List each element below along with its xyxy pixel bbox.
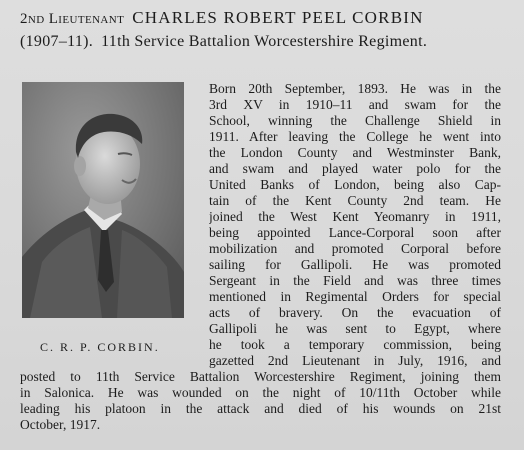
portrait-caption: C. R. P. CORBIN. <box>40 340 160 354</box>
unit-name: 11th Service Battalion Worcestershire Regiment. <box>101 33 428 50</box>
bio-line: 1911. After leaving the College he went into <box>209 129 501 144</box>
bio-line: leading his platoon in the attack and died of his wounds on 21st <box>20 401 501 416</box>
bio-line: mentioned in Regimental Orders for special <box>209 289 501 304</box>
bio-line: School, winning the Challenge Shield in <box>209 113 501 128</box>
portrait-photo <box>22 82 184 318</box>
bio-line: October, 1917. <box>20 417 101 432</box>
bio-line: tain of the Kent County 2nd team. He <box>209 193 501 208</box>
bio-line: being appointed Lance-Corporal soon after <box>209 225 501 240</box>
bio-line: mobilization and promoted Corporal before <box>209 241 501 256</box>
bio-line: sailing for Gallipoli. He was promoted <box>209 257 501 272</box>
bio-line: acts of bravery. On the evacuation of <box>209 305 501 320</box>
bio-line: the London County and Westminster Bank, <box>209 145 501 160</box>
service-years: (1907–11). <box>20 33 94 50</box>
heading-years-unit <box>20 33 506 51</box>
bio-line: joined the West Kent Yeomanry in 1911, <box>209 209 501 224</box>
bio-line: he took a temporary commission, being <box>209 337 501 352</box>
bio-line: posted to 11th Service Battalion Worcestershire Regiment, joining them <box>20 369 501 384</box>
bio-line: in Salonica. He was wounded on the night of 10/11th October while <box>20 385 501 400</box>
rank-text: 2nd Lieutenant <box>20 11 125 27</box>
bio-line: 3rd XV in 1910–11 and swam for the <box>209 97 501 112</box>
bio-line: Born 20th September, 1893. He was in the <box>209 81 501 96</box>
bio-line: Gallipoli he was sent to Egypt, where <box>209 321 501 336</box>
bio-line: and swam and played water polo for the <box>209 161 501 176</box>
bio-line: gazetted 2nd Lieutenant in July, 1916, and <box>209 353 501 368</box>
bio-line: Sergeant in the Field and was three times <box>209 273 501 288</box>
full-name: CHARLES ROBERT PEEL CORBIN <box>132 8 424 27</box>
bio-line: United Banks of London, being also Cap- <box>209 177 501 192</box>
heading-rank-name <box>20 8 506 28</box>
portrait-image <box>22 82 184 318</box>
